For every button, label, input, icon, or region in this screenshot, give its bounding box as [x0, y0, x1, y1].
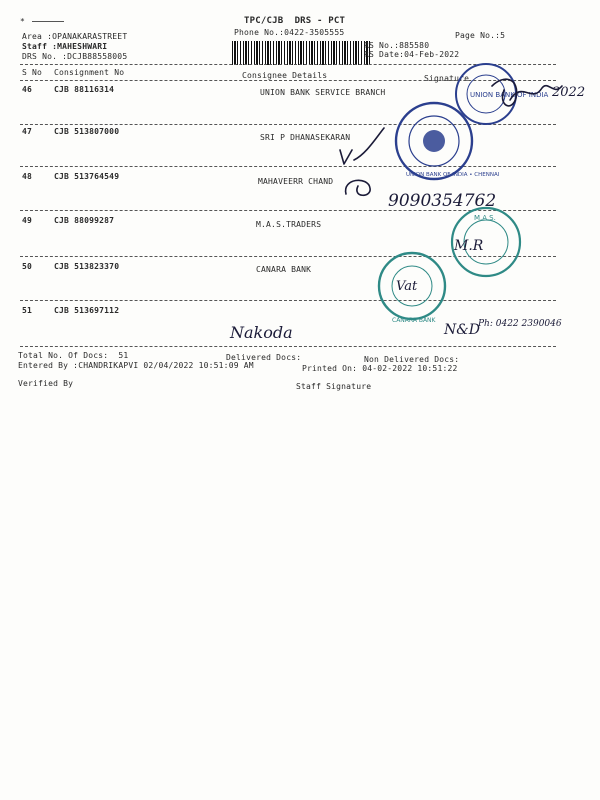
row-sno: 48 [22, 172, 33, 181]
row-sno: 49 [22, 216, 33, 225]
row-consignee: MAHAVEERR CHAND [258, 177, 334, 186]
drs-number: DRS No. :DCJB88558005 [22, 52, 128, 61]
non-delivered-docs: Non Delivered Docs: [364, 355, 460, 364]
rs-number: RS No.:885580 [364, 41, 430, 50]
corner-dash [32, 21, 64, 22]
total-docs: Total No. Of Docs: 51 [18, 351, 129, 360]
row46-signature [508, 74, 588, 110]
row-consignment: CJB 513823370 [54, 262, 120, 271]
row-consignment: CJB 513807000 [54, 127, 120, 136]
row50-initials: Vat [396, 279, 418, 294]
printed-on: Printed On: 04-02-2022 10:51:22 [302, 364, 458, 373]
entered-by: Entered By :CHANDRIKAPVI 02/04/2022 10:51:09 AM [18, 361, 254, 370]
stamp-text: CANARA BANK [392, 317, 436, 324]
row-consignment: CJB 513764549 [54, 172, 120, 181]
row49-initials: M.R [454, 238, 484, 254]
stamp-text: M.A.S. [474, 214, 496, 222]
row-consignment: CJB 88116314 [54, 85, 115, 94]
staff-signature: Staff Signature [296, 382, 372, 391]
row-consignee: UNION BANK SERVICE BRANCH [260, 88, 386, 97]
stamp-text: UNION BANK OF INDIA [470, 91, 549, 99]
row51-signature [442, 304, 562, 348]
barcode [232, 41, 370, 65]
row-divider [20, 300, 556, 301]
row-consignment: CJB 88099287 [54, 216, 115, 225]
col-sno: S No [22, 68, 43, 77]
delivered-docs: Delivered Docs: [226, 353, 302, 362]
area-field: Area :OPANAKARASTREET [22, 32, 128, 41]
row51-initials: N&D [444, 322, 480, 338]
col-consignee: Consignee Details [242, 71, 328, 80]
handwritten-nakoda: Nakoda [230, 323, 293, 342]
col-signature: Signature [424, 74, 470, 83]
row51-handwritten-name [228, 318, 318, 348]
document-title: TPC/CJB DRS - PCT [244, 16, 346, 26]
stamp-text: UNION BANK OF INDIA • CHENNAI [406, 172, 500, 178]
row46-scrawl: 2022 [552, 85, 586, 100]
row-sno: 51 [22, 306, 33, 315]
row-sno: 50 [22, 262, 33, 271]
verified-by: Verified By [18, 379, 74, 388]
row47-signature [330, 124, 390, 168]
phone-number: Phone No.:0422-3505555 [234, 28, 345, 37]
row-sno: 46 [22, 85, 33, 94]
staff-field: Staff :MAHESHWARI [22, 42, 108, 51]
row-consignee: CANARA BANK [256, 265, 312, 274]
row-consignment: CJB 513697112 [54, 306, 120, 315]
page-number: Page No.:5 [455, 31, 506, 40]
row-consignee: M.A.S.TRADERS [256, 220, 322, 229]
row-consignee: SRI P DHANASEKARAN [260, 133, 351, 142]
row-sno: 47 [22, 127, 33, 136]
handwritten-phone: 9090354762 [388, 191, 497, 211]
rs-date: RS Date:04-Feb-2022 [364, 50, 460, 59]
row51-phone-note: Ph: 0422 2390046 [478, 319, 562, 329]
corner-mark: * [20, 17, 26, 26]
col-consignment: Consignment No [54, 68, 125, 77]
